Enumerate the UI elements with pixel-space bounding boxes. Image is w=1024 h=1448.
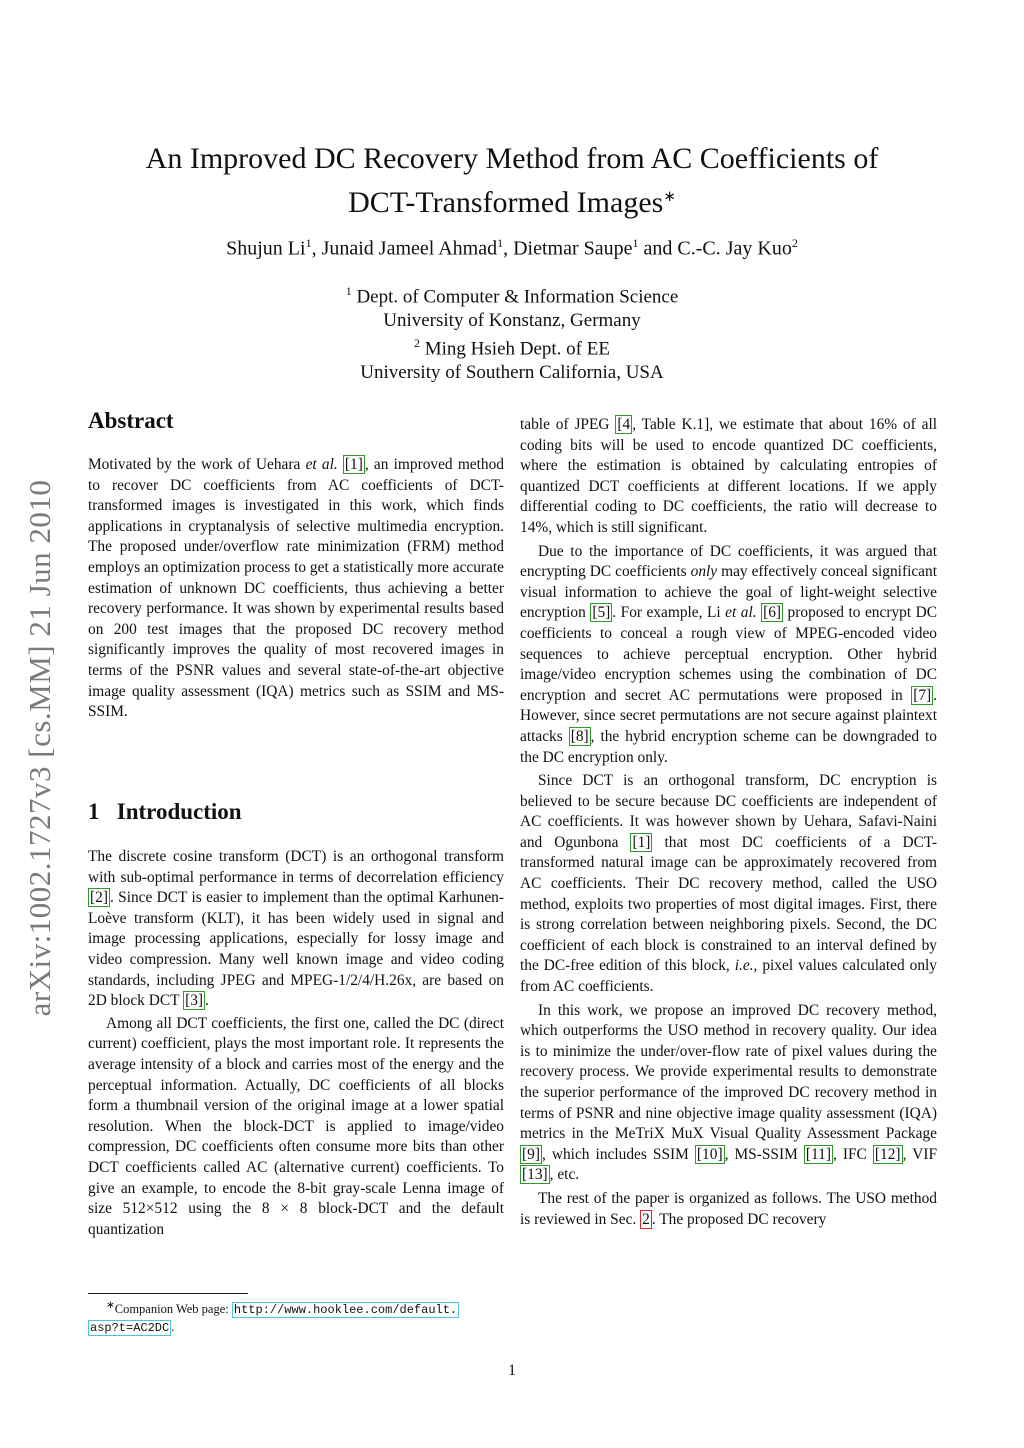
section-number: 1 [88, 799, 100, 824]
paper-title [120, 140, 904, 222]
citation-link[interactable]: [1] [632, 833, 651, 851]
author-name: C.-C. Jay Kuo [677, 237, 792, 260]
paragraph: The rest of the paper is organized as follows. The USO method is reviewed in Sec. 2 . The proposed DC recovery [520, 1189, 937, 1228]
section-title: Introduction [116, 799, 242, 824]
citation-link[interactable]: [4 [617, 416, 631, 433]
author-name: Dietmar Saupe [513, 237, 633, 260]
citation-link[interactable]: [9] [522, 1145, 540, 1163]
affiliations: $^1$ Dept. of Computer & Information Science University of Konstanz, Germany $^2$ Ming Hsieh Dept. of EE University of Southern California, USA [200, 280, 824, 385]
citation-link[interactable]: [2] [90, 889, 108, 907]
paragraph: In this work, we propose an improved DC recovery method, which outperforms the USO method in recovery quality. Our idea is to minimize the under/over-flow rate of pixel values during the recovery process. We provide experimental results to demonstrate the superior performance of the improved DC recovery method in terms of PSNR and nine objective image quality assessment (IQA) metrics in the MeTriX MuX Visual Quality Assessment Package [9] , which includes SSIM [10] , MS-SSIM [11] , IFC [12] , VIF [13] , etc. [520, 1001, 938, 1184]
page-number: 1 [508, 1362, 516, 1379]
section-link[interactable]: 2 [642, 1210, 650, 1228]
paragraph: table of JPEG [4 , Table K.1], we estimate that about 16% of all coding bits will be used to encode quantized DC coefficients, where the estimation is obtained by calculating entropies of quantized DCT coefficients at different locations. If we apply differential coding to DC coefficients, the ratio will decrease to 14%, which is still significant. [520, 416, 937, 536]
introduction-right-column [520, 415, 937, 1230]
title-line-2: DCT-Transformed Images [348, 186, 664, 219]
citation-link[interactable]: [6] [763, 604, 782, 622]
title-line-1: An Improved DC Recovery Method from AC Coefficients of [145, 142, 879, 175]
paragraph: The discrete cosine transform (DCT) is an orthogonal transform with sub-optimal performance in terms of decorrelation efficiency [2] . Since DCT is easier to implement than the optimal Karhunen-Loève transform (KLT), it has been widely used in signal and image processing applications, especially for lossy image and video compression. Many well known image and video coding standards, including JPEG and MPEG-1/2/4/H.26x, are based on 2D block DCT [3] . [88, 848, 504, 1010]
arxiv-id: arXiv:1002.1727v3 [cs.MM] 21 Jun 2010 [22, 479, 57, 1017]
citation-link[interactable]: [10] [696, 1145, 723, 1163]
companion-url-link[interactable]: asp?t=AC2DC [90, 1321, 170, 1336]
affiliation-line: Dept. of Computer & Information Science [356, 286, 679, 308]
citation-link[interactable]: [12] [874, 1145, 901, 1163]
citation-link[interactable]: [3] [185, 992, 204, 1010]
paragraph: Due to the importance of DC coefficients, it was argued that encrypting DC coefficients only may effectively conceal significant visual information to achieve the goal of light-weight selective encryption [5] . For example, Li et al. [6] proposed to encrypt DC coefficients to conceal a rough view of MPEG-encoded video sequences to achieve perceptual encryption. Other hybrid image/video encryption schemes using the combination of DC encryption and secret AC permutations were proposed in [7] . However, since secret permutations are not secure against plaintext attacks [8] , the hybrid encryption scheme can be downgraded to the DC encryption only. [520, 542, 937, 766]
title-footnote-mark: ∗ [663, 189, 676, 205]
arxiv-sidebar-stamp [10, 448, 70, 1048]
section-heading-introduction [88, 799, 242, 825]
citation-link[interactable]: [8] [570, 727, 589, 745]
citation-link[interactable]: [5] [592, 604, 611, 622]
footnote: ∗Companion Web page: http://www.hooklee.com/default. asp?t=AC2DC . [90, 1300, 458, 1336]
paragraph: Since DCT is an orthogonal transform, DC encryption is believed to be secure because DC coefficients are independent of AC coefficients. It was however shown by Uehara, Safavi-Naini and Ogunbona [1] that most DC coefficients of a DCT-transformed natural image can be approximately recovered from AC coefficients. Their DC recovery method, called the USO method, exploits two properties of most digital images. First, there is strong correlation between neighboring pixels. Second, the DC coefficient of each block is constrained to an interval defined by the DC-free edition of this block, i.e., pixel values calculated only from AC coefficients. [520, 772, 937, 996]
abstract-heading: Abstract [88, 408, 174, 433]
affiliation-line: University of Southern California, USA [360, 362, 664, 384]
citation-link[interactable]: [7] [913, 686, 932, 704]
introduction-left-column [88, 847, 504, 1240]
citation-link[interactable]: [1] [344, 456, 363, 473]
author-name: Junaid Jameel Ahmad [321, 237, 498, 260]
footnote-rule [88, 1293, 248, 1294]
abstract-body: Motivated by the work of Uehara et al. [1] , an improved method to recover DC coefficients from AC coefficients of DCT-transformed images is investigated in this work, which finds applications in cryptanalysis of selective multimedia encryption. The proposed under/overflow rate minimization (FRM) method employs an optimization process to get a statistically more accurate estimation of unknown DC coefficients, thus achieving a better recovery performance. It was shown by experimental results based on 200 test images that the proposed DC recovery method significantly improves the quality of most recovered images in terms of the PSNR values and several state-of-the-art objective image quality assessment (IQA) metrics such as SSIM and MS-SSIM. [88, 456, 504, 721]
affiliation-line: University of Konstanz, Germany [383, 309, 641, 331]
affiliation-line: Ming Hsieh Dept. of EE [424, 338, 610, 360]
author-list: Shujun Li$^1$, Junaid Jameel Ahmad$^1$, Dietmar Saupe$^1$ and C.-C. Jay Kuo$^2$ [226, 236, 798, 260]
paragraph: Among all DCT coefficients, the first one, called the DC (direct current) coefficient, plays the most important role. It represents the average intensity of a block and carries most of the energy and the perceptual information. Actually, DC coefficients of all blocks form a thumbnail version of the original image at a lower spatial resolution. When the block-DCT is applied to image/video compression, DC coefficients often consume more bits than other DCT coefficients called AC (alternative current) coefficients. To give an example, to encode the 8-bit gray-scale Lenna image of size 512×512 using the 8 × 8 block-DCT and the default quantization [88, 1014, 504, 1238]
citation-link[interactable]: [11] [805, 1145, 831, 1163]
citation-link[interactable]: [13] [522, 1166, 548, 1184]
author-name: Shujun Li [226, 237, 306, 260]
companion-url-link[interactable]: http://www.hooklee.com/default. [233, 1303, 458, 1318]
